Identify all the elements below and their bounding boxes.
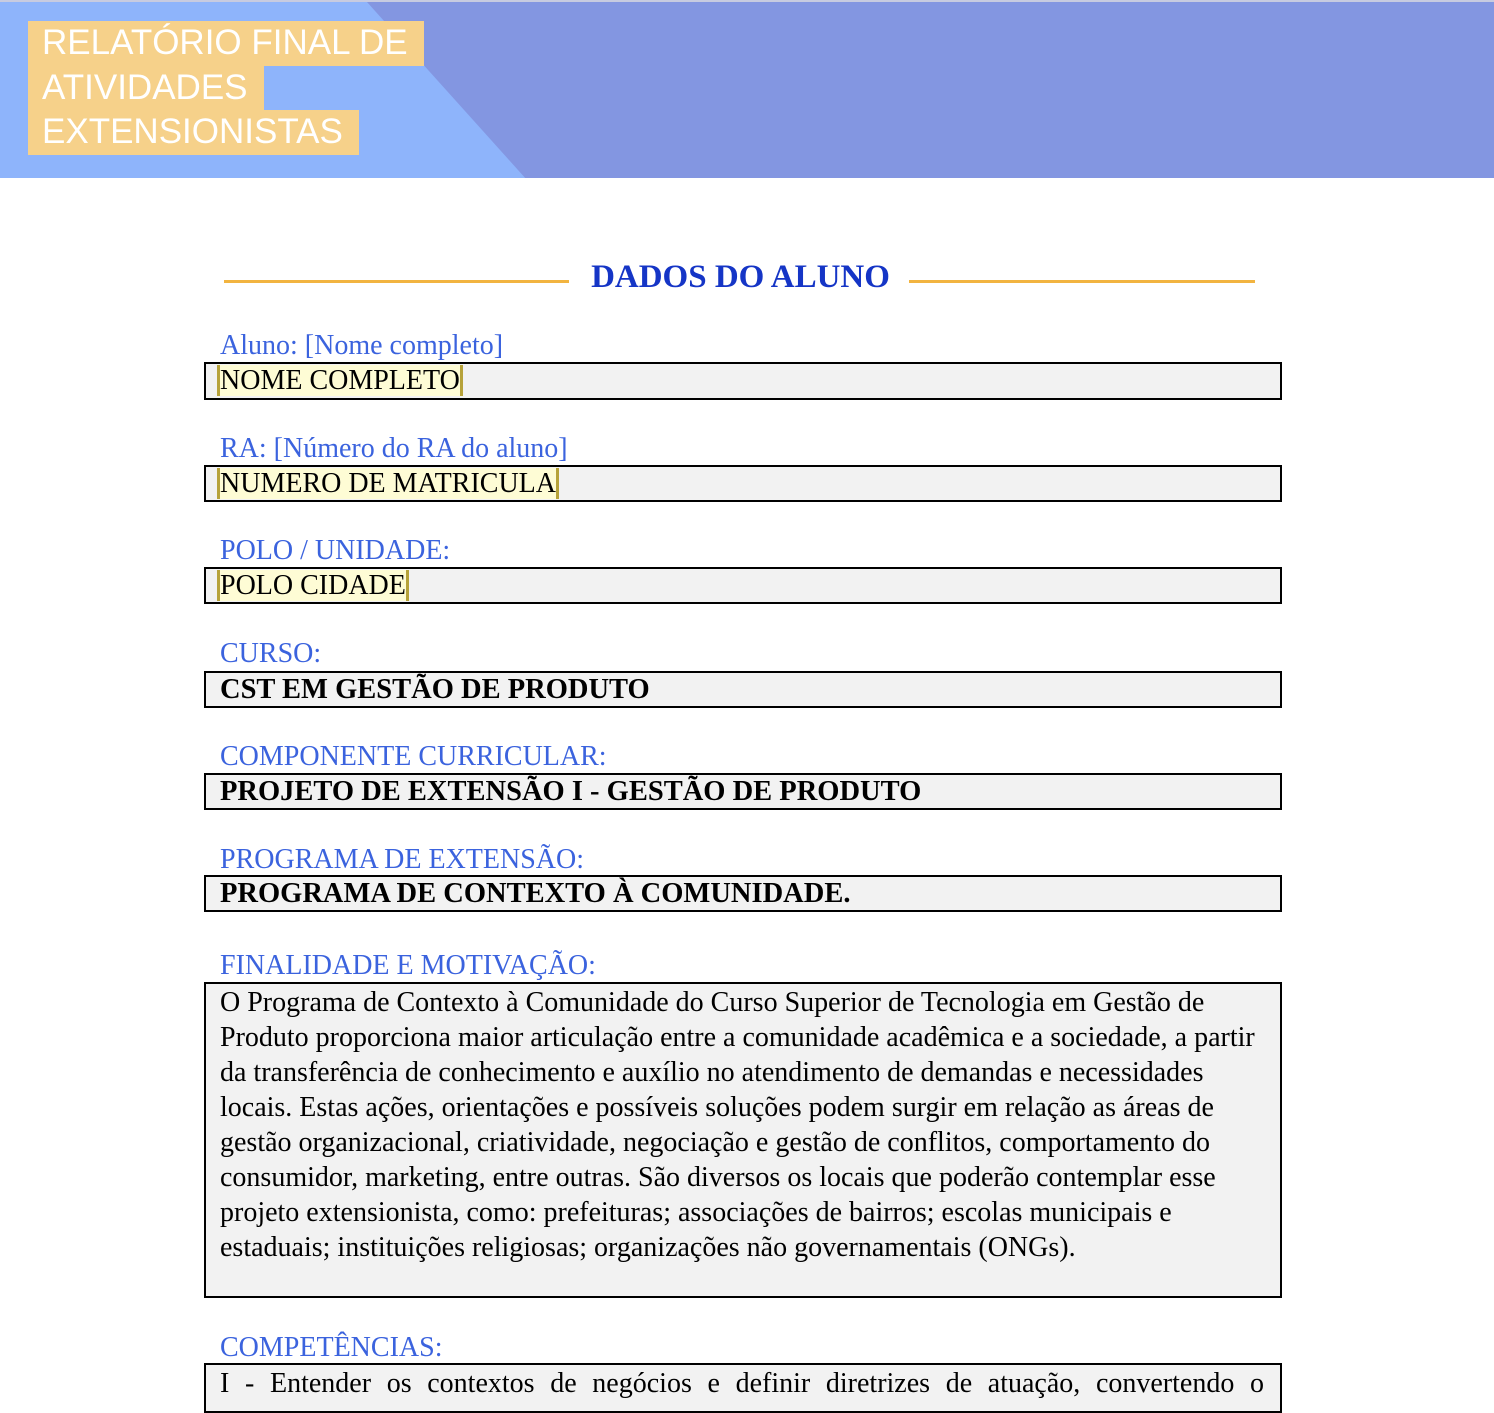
ra-box[interactable] <box>204 465 1282 502</box>
heading-rule-left <box>224 280 569 283</box>
componente-value: PROJETO DE EXTENSÃO I - GESTÃO DE PRODUTO <box>204 773 1282 810</box>
curso-label: CURSO: <box>220 638 322 669</box>
curso-value: CST EM GESTÃO DE PRODUTO <box>204 671 1282 708</box>
section-heading <box>224 255 1256 299</box>
programa-value: PROGRAMA DE CONTEXTO À COMUNIDADE. <box>204 875 1282 912</box>
header-banner <box>0 0 1494 178</box>
componente-label: COMPONENTE CURRICULAR: <box>220 741 607 772</box>
programa-label: PROGRAMA DE EXTENSÃO: <box>220 844 585 875</box>
section-title: DADOS DO ALUNO <box>591 259 890 295</box>
ra-input[interactable]: NUMERO DE MATRICULA <box>217 468 559 499</box>
polo-label: POLO / UNIDADE: <box>220 535 451 566</box>
ra-label: RA: [Número do RA do aluno] <box>220 433 568 464</box>
aluno-label: Aluno: [Nome completo] <box>220 330 504 361</box>
aluno-input[interactable]: NOME COMPLETO <box>217 365 463 396</box>
banner-title <box>28 21 424 155</box>
competencias-label: COMPETÊNCIAS: <box>220 1332 443 1363</box>
competencias-text: I - Entender os contextos de negócios e definir diretrizes de atuação, convertendo o <box>204 1363 1282 1413</box>
finalidade-label: FINALIDADE E MOTIVAÇÃO: <box>220 950 596 981</box>
polo-box[interactable] <box>204 567 1282 604</box>
heading-rule-right <box>909 280 1255 283</box>
banner-title-line-2: ATIVIDADES <box>28 66 264 111</box>
finalidade-text: O Programa de Contexto à Comunidade do Curso Superior de Tecnologia em Gestão de Produto proporciona maior articulação entre a comunidade acadêmica e a sociedade, a partir da transferência de conhecimento e auxílio no atendimento de demandas e necessidades locais. Estas ações, orientações e possíveis soluções podem surgir em relação as áreas de gestão organizacional, criatividade, negociação e gestão de conflitos, comportamento do consumidor, marketing, entre outras. São diversos os locais que poderão contemplar esse projeto extensionista, como: prefeituras; associações de bairros; escolas municipais e estaduais; instituições religiosas; organizações não governamentais (ONGs). <box>204 982 1282 1298</box>
aluno-box[interactable] <box>204 362 1282 400</box>
banner-title-line-1: RELATÓRIO FINAL DE <box>28 21 424 66</box>
polo-input[interactable]: POLO CIDADE <box>217 570 409 601</box>
banner-title-line-3: EXTENSIONISTAS <box>28 110 359 155</box>
